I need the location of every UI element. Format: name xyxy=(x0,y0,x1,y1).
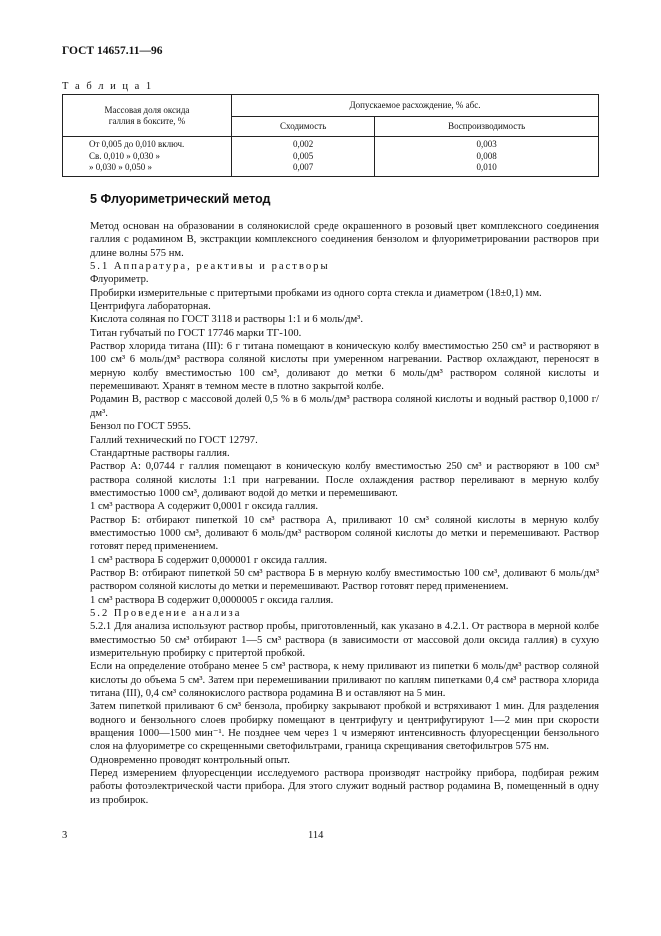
paragraph: Если на определение отобрано менее 5 см³ раствора, к нему приливают из пипетки 6 моль/дм³ раствор соляной кислоты до объема 5 см³. Затем при перемешивании приливают по каплям пипетками 0,4 см³ раствора хлорида титана (III), 0,4 см³ солянокислого раствора родамина В и оставляют на 5 мин. xyxy=(90,661,599,700)
table-header-fraction-line1: Массовая доля оксида xyxy=(104,104,190,115)
paragraph: 1 см³ раствора В содержит 0,0000005 г оксида галлия. xyxy=(90,594,334,606)
paragraph: Титан губчатый по ГОСТ 17746 марки ТГ-100. xyxy=(90,327,302,339)
paragraph: 5.2.1 Для анализа используют раствор пробы, приготовленный, как указано в 4.2.1. От раствора в мерной колбе вместимостью 50 см³ отбирают 1—5 см³ раствора (в зависимости от массовой доли оксида галлия) в сухую измерительную пробирку с притертой пробкой. xyxy=(90,621,599,659)
tolerance-table xyxy=(62,94,599,177)
paragraph: Пробирки измерительные с притертыми пробками из одного сорта стекла и диаметром (18±0,1) мм. xyxy=(90,287,542,299)
table-row-reproducibility: 0,003 xyxy=(476,139,497,149)
paragraph: 1 см³ раствора А содержит 0,0001 г оксида галлия. xyxy=(90,501,318,513)
paragraph: Раствор В: отбирают пипеткой 50 см³ раствора Б в мерную колбу вместимостью 100 см³, доливают 6 моль/дм³ раствором соляной кислоты до метки и перемешивают. Раствор готовят перед применением. xyxy=(90,567,599,593)
paragraph: Центрифуга лабораторная. xyxy=(90,301,211,313)
table-row-range: » 0,030 » 0,050 » xyxy=(89,162,152,173)
subsection-heading: 5.1 Аппаратура, реактивы и растворы xyxy=(90,261,330,273)
paragraph: Перед измерением флуоресценции исследуемого раствора производят настройку прибора, подбирая режим работы фотоэлектрической части прибора. Для этого служит водный раствор родамина В, помещенный в одну из пробирок. xyxy=(90,768,599,806)
table-row-reproducibility: 0,010 xyxy=(476,162,497,173)
table-ranges-cell xyxy=(63,137,232,177)
paragraph: Раствор А: 0,0744 г галлия помещают в коническую колбу вместимостью 250 см³ и растворяют в 100 см³ раствора соляной кислоты 1:1 при нагревании. После охлаждения раствор переливают в мерную колбу вместимостью 1000 см³, доливают водой до метки и перемешивают. xyxy=(90,461,599,499)
table-header-fraction-line2: галлия в боксите, % xyxy=(108,115,186,126)
page-number-center: 114 xyxy=(308,830,324,841)
paragraph: Кислота соляная по ГОСТ 3118 и растворы 1:1 и 6 моль/дм³. xyxy=(90,314,364,326)
table-reproducibility-cell xyxy=(375,137,599,177)
paragraph: Галлий технический по ГОСТ 12797. xyxy=(90,434,258,446)
paragraph: Раствор Б: отбирают пипеткой 10 см³ раствора А, приливают 10 см³ соляной кислоты в мерную колбу вместимостью 1000 см³, доливают 6 моль/дм³ раствором соляной кислоты до метки и перемешивают. Раствор готовят перед применением. xyxy=(90,514,599,553)
table-header-reproducibility: Воспроизводимость xyxy=(375,117,599,137)
paragraph: Стандартные растворы галлия. xyxy=(90,447,230,459)
table-row-convergence: 0,007 xyxy=(293,162,314,173)
table-row-convergence: 0,002 xyxy=(293,139,314,149)
table-convergence-cell xyxy=(232,137,375,177)
table-header-tolerance: Допускаемое расхождение, % абс. xyxy=(232,95,599,117)
paragraph: Раствор хлорида титана (III): 6 г титана помещают в коническую колбу вместимостью 250 см³ и растворяют в 100 см³ 6 моль/дм³ раствора соляной кислоты при умеренном нагревании. Раствор охлаждают, переносят в мерную колбу вместимостью 100 см³, доливают до метки 6 моль/дм³ раствором соляной кислоты и перемешивают. Хранят в темном месте в плотно закрытой колбе. xyxy=(90,341,599,393)
paragraph: Затем пипеткой приливают 6 см³ бензола, пробирку закрывают пробкой и встряхивают 1 мин. Для разделения водного и бензольного слоев пробирку помещают в центрифугу и центрифугируют 1—2 мин при скорости вращения 1000—1500 мин⁻¹. Не позднее чем через 1 ч измеряют интенсивность флуоресценции бензольного слоя на флуориметре со скрещенными светофильтрами, граница скрещивания светофильтров 575 нм. xyxy=(90,701,599,753)
subsection-heading: 5.2 Проведение анализа xyxy=(90,607,242,619)
table-header-convergence: Сходимость xyxy=(232,117,375,137)
paragraph: Флуориметр. xyxy=(90,274,149,286)
table-row-convergence: 0,005 xyxy=(293,150,314,161)
paragraph: Родамин В, раствор с массовой долей 0,5 % в 6 моль/дм³ раствора соляной кислоты и водный раствор 0,1000 г/дм³. xyxy=(90,394,599,419)
table-row-range: Св. 0,010 » 0,030 » xyxy=(89,150,161,161)
table-header-fraction xyxy=(63,95,232,137)
paragraph: Одновременно проводят контрольный опыт. xyxy=(90,754,290,766)
page-number-left: 3 xyxy=(62,830,68,841)
paragraph: Метод основан на образовании в солянокислой среде окрашенного в розовый цвет комплексного соединения галлия с родамином В, экстракции комплексного соединения бензолом и флуориметрировании растворов при длине волны 575 нм. xyxy=(90,221,599,259)
table-caption: Т а б л и ц а 1 xyxy=(62,81,154,92)
paragraph: 1 см³ раствора Б содержит 0,000001 г оксида галлия. xyxy=(90,554,328,566)
paragraph: Бензол по ГОСТ 5955. xyxy=(90,421,191,433)
table-row-range: От 0,005 до 0,010 включ. xyxy=(89,139,185,149)
standard-header: ГОСТ 14657.11—96 xyxy=(62,45,163,57)
section-title: 5 Флуориметрический метод xyxy=(90,192,271,206)
table-row-reproducibility: 0,008 xyxy=(476,150,497,161)
section-body xyxy=(90,220,599,807)
